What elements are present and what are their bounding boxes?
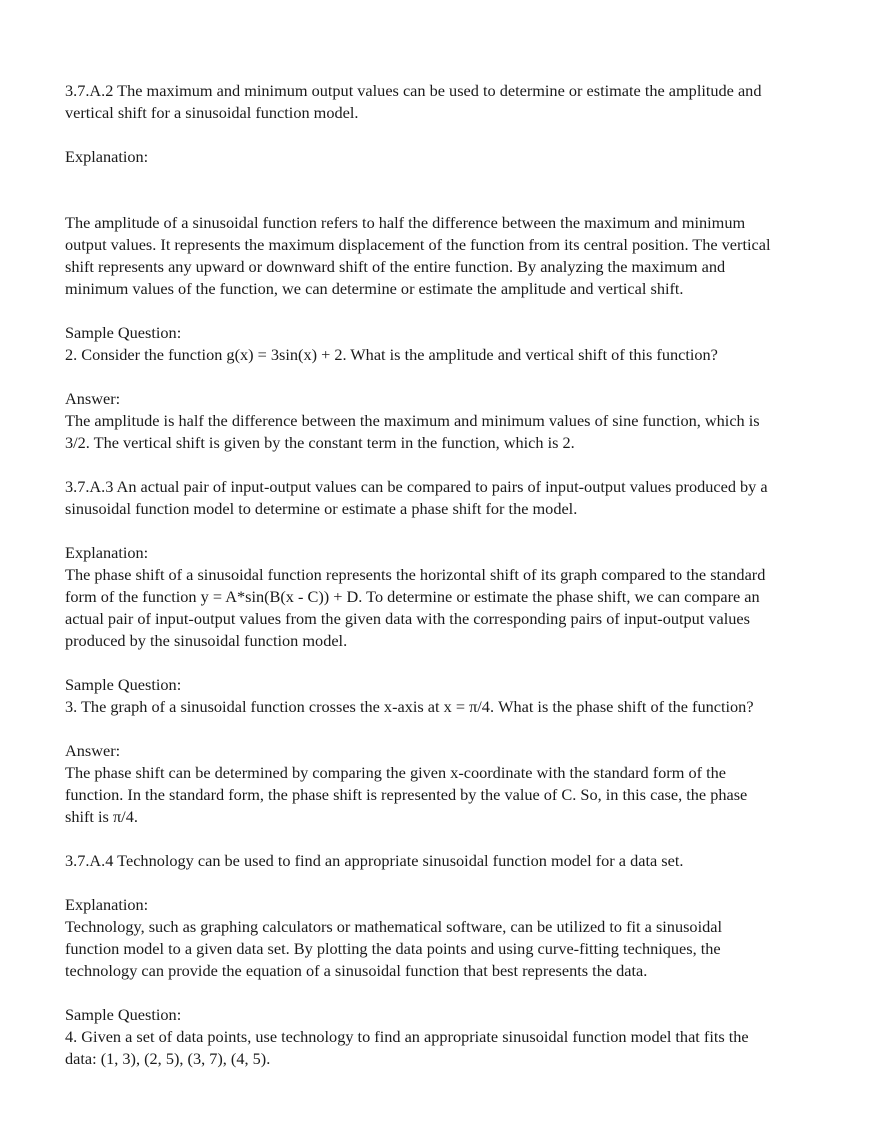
section-3-7-a-3-explanation xyxy=(65,542,817,652)
text-line: actual pair of input-output values from the given data with the corresponding pairs of input-output values xyxy=(65,609,750,628)
text-line: vertical shift for a sinusoidal function model. xyxy=(65,103,359,122)
text-line: The amplitude is half the difference between the maximum and minimum values of sine function, which is xyxy=(65,411,760,430)
sample-question-4 xyxy=(65,1004,817,1070)
explanation-label: Explanation: xyxy=(65,543,149,562)
answer-2 xyxy=(65,388,817,454)
text-line: minimum values of the function, we can determine or estimate the amplitude and vertical shift. xyxy=(65,279,684,298)
question-text: 2. Consider the function g(x) = 3sin(x) + 2. What is the amplitude and vertical shift of this function? xyxy=(65,345,718,364)
answer-label: Answer: xyxy=(65,389,121,408)
text-line: The phase shift of a sinusoidal function represents the horizontal shift of its graph compared to the standard xyxy=(65,565,766,584)
explanation-label xyxy=(65,146,817,168)
text-line: shift represents any upward or downward shift of the entire function. By analyzing the maximum and xyxy=(65,257,726,276)
sample-question-2 xyxy=(65,322,817,366)
text-line: 3/2. The vertical shift is given by the constant term in the function, which is 2. xyxy=(65,433,575,452)
answer-label: Answer: xyxy=(65,741,121,760)
question-text: data: (1, 3), (2, 5), (3, 7), (4, 5). xyxy=(65,1049,271,1068)
text-line: technology can provide the equation of a sinusoidal function that best represents the data. xyxy=(65,961,648,980)
question-text: 3. The graph of a sinusoidal function crosses the x-axis at x = π/4. What is the phase shift of the function? xyxy=(65,697,754,716)
explanation-label: Explanation: xyxy=(65,895,149,914)
sample-question-3 xyxy=(65,674,817,718)
section-3-7-a-4-heading xyxy=(65,850,817,872)
section-3-7-a-4-explanation xyxy=(65,894,817,982)
text-line: 3.7.A.2 The maximum and minimum output values can be used to determine or estimate the amplitude and xyxy=(65,81,762,100)
sample-question-label: Sample Question: xyxy=(65,323,182,342)
text-line: shift is π/4. xyxy=(65,807,138,826)
text-line: output values. It represents the maximum displacement of the function from its central position. The vertical xyxy=(65,235,771,254)
question-text: 4. Given a set of data points, use technology to find an appropriate sinusoidal function model that fits the xyxy=(65,1027,749,1046)
text-line: 3.7.A.3 An actual pair of input-output values can be compared to pairs of input-output values produced by a xyxy=(65,477,768,496)
text-line: The phase shift can be determined by comparing the given x-coordinate with the standard form of the xyxy=(65,763,726,782)
sample-question-label: Sample Question: xyxy=(65,675,182,694)
text-line: Explanation: xyxy=(65,147,149,166)
text-line: The amplitude of a sinusoidal function refers to half the difference between the maximum and minimum xyxy=(65,213,746,232)
text-line: Technology, such as graphing calculators or mathematical software, can be utilized to fit a sinusoidal xyxy=(65,917,722,936)
text-line: function. In the standard form, the phase shift is represented by the value of C. So, in this case, the phase xyxy=(65,785,748,804)
text-line: function model to a given data set. By plotting the data points and using curve-fitting techniques, the xyxy=(65,939,721,958)
section-3-7-a-2-heading xyxy=(65,80,817,124)
section-3-7-a-3-heading xyxy=(65,476,817,520)
text-line: 3.7.A.4 Technology can be used to find an appropriate sinusoidal function model for a data set. xyxy=(65,851,684,870)
text-line: form of the function y = A*sin(B(x - C)) + D. To determine or estimate the phase shift, we can compare an xyxy=(65,587,760,606)
document-page xyxy=(65,80,817,1070)
text-line: produced by the sinusoidal function model. xyxy=(65,631,348,650)
text-line: sinusoidal function model to determine or estimate a phase shift for the model. xyxy=(65,499,578,518)
answer-3 xyxy=(65,740,817,828)
section-3-7-a-2-explanation xyxy=(65,212,817,300)
sample-question-label: Sample Question: xyxy=(65,1005,182,1024)
